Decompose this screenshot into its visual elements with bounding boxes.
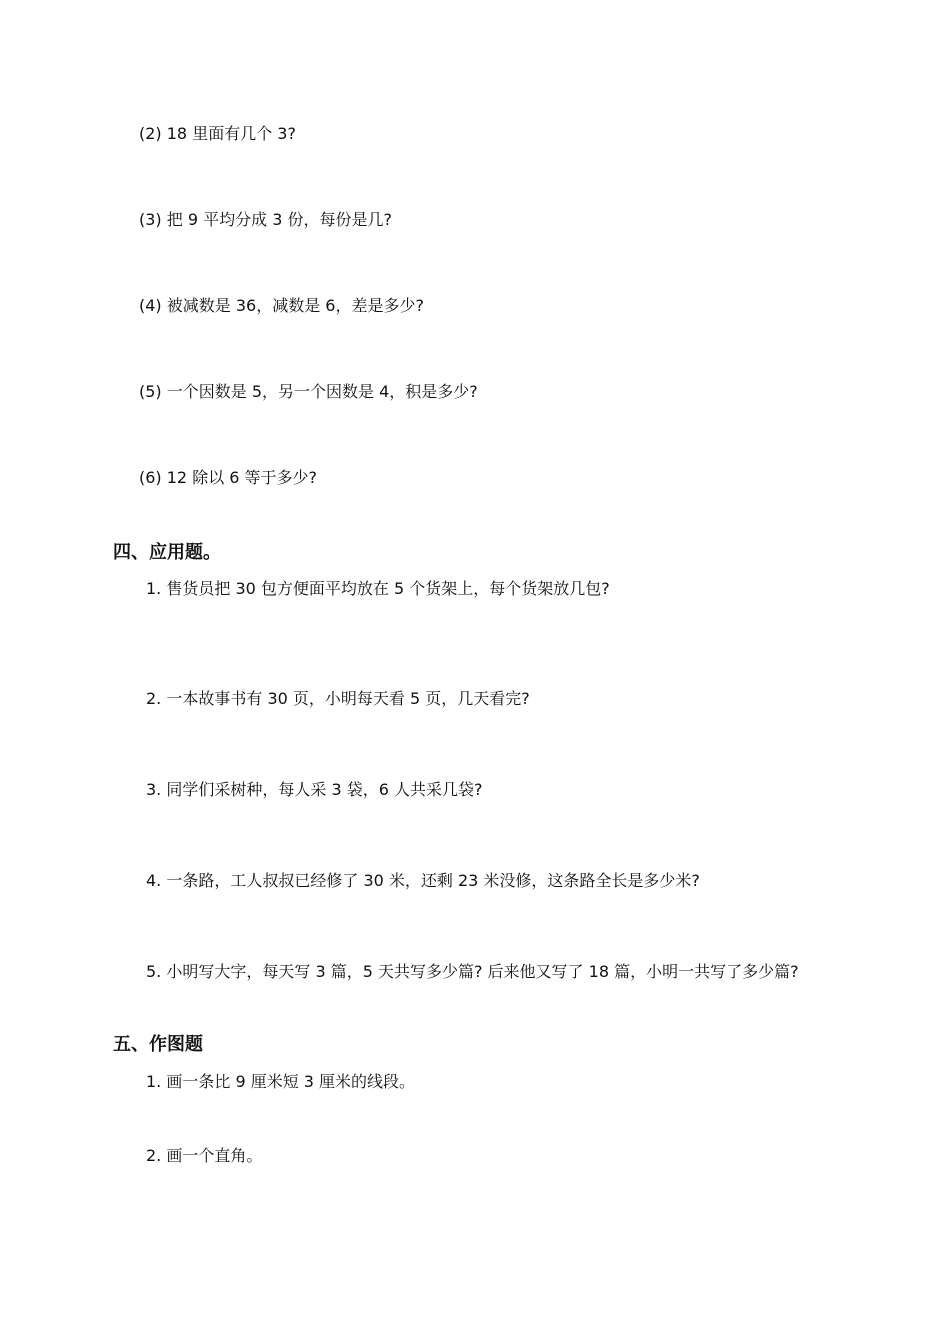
question-5-2: 2. 画一个直角。 [146, 1146, 263, 1165]
section-5-heading: 五、作图题 [113, 1034, 203, 1055]
question-4-4: 4. 一条路，工人叔叔已经修了 30 米，还剩 23 米没修，这条路全长是多少米? [146, 871, 700, 890]
question-3-2: (2) 18 里面有几个 3? [139, 124, 296, 143]
question-3-3: (3) 把 9 平均分成 3 份，每份是几? [139, 210, 392, 229]
question-4-3: 3. 同学们采树种，每人采 3 袋，6 人共采几袋? [146, 780, 483, 799]
section-4-heading: 四、应用题。 [113, 542, 221, 563]
question-3-5: (5) 一个因数是 5，另一个因数是 4，积是多少? [139, 382, 478, 401]
question-4-5: 5. 小明写大字，每天写 3 篇，5 天共写多少篇? 后来他又写了 18 篇，小明一共写了多少篇? [146, 962, 799, 981]
question-4-1: 1. 售货员把 30 包方便面平均放在 5 个货架上，每个货架放几包? [146, 579, 610, 598]
question-5-1: 1. 画一条比 9 厘米短 3 厘米的线段。 [146, 1072, 416, 1091]
question-3-6: (6) 12 除以 6 等于多少? [139, 468, 318, 487]
question-4-2: 2. 一本故事书有 30 页，小明每天看 5 页，几天看完? [146, 689, 530, 708]
question-3-4: (4) 被减数是 36，减数是 6，差是多少? [139, 296, 424, 315]
